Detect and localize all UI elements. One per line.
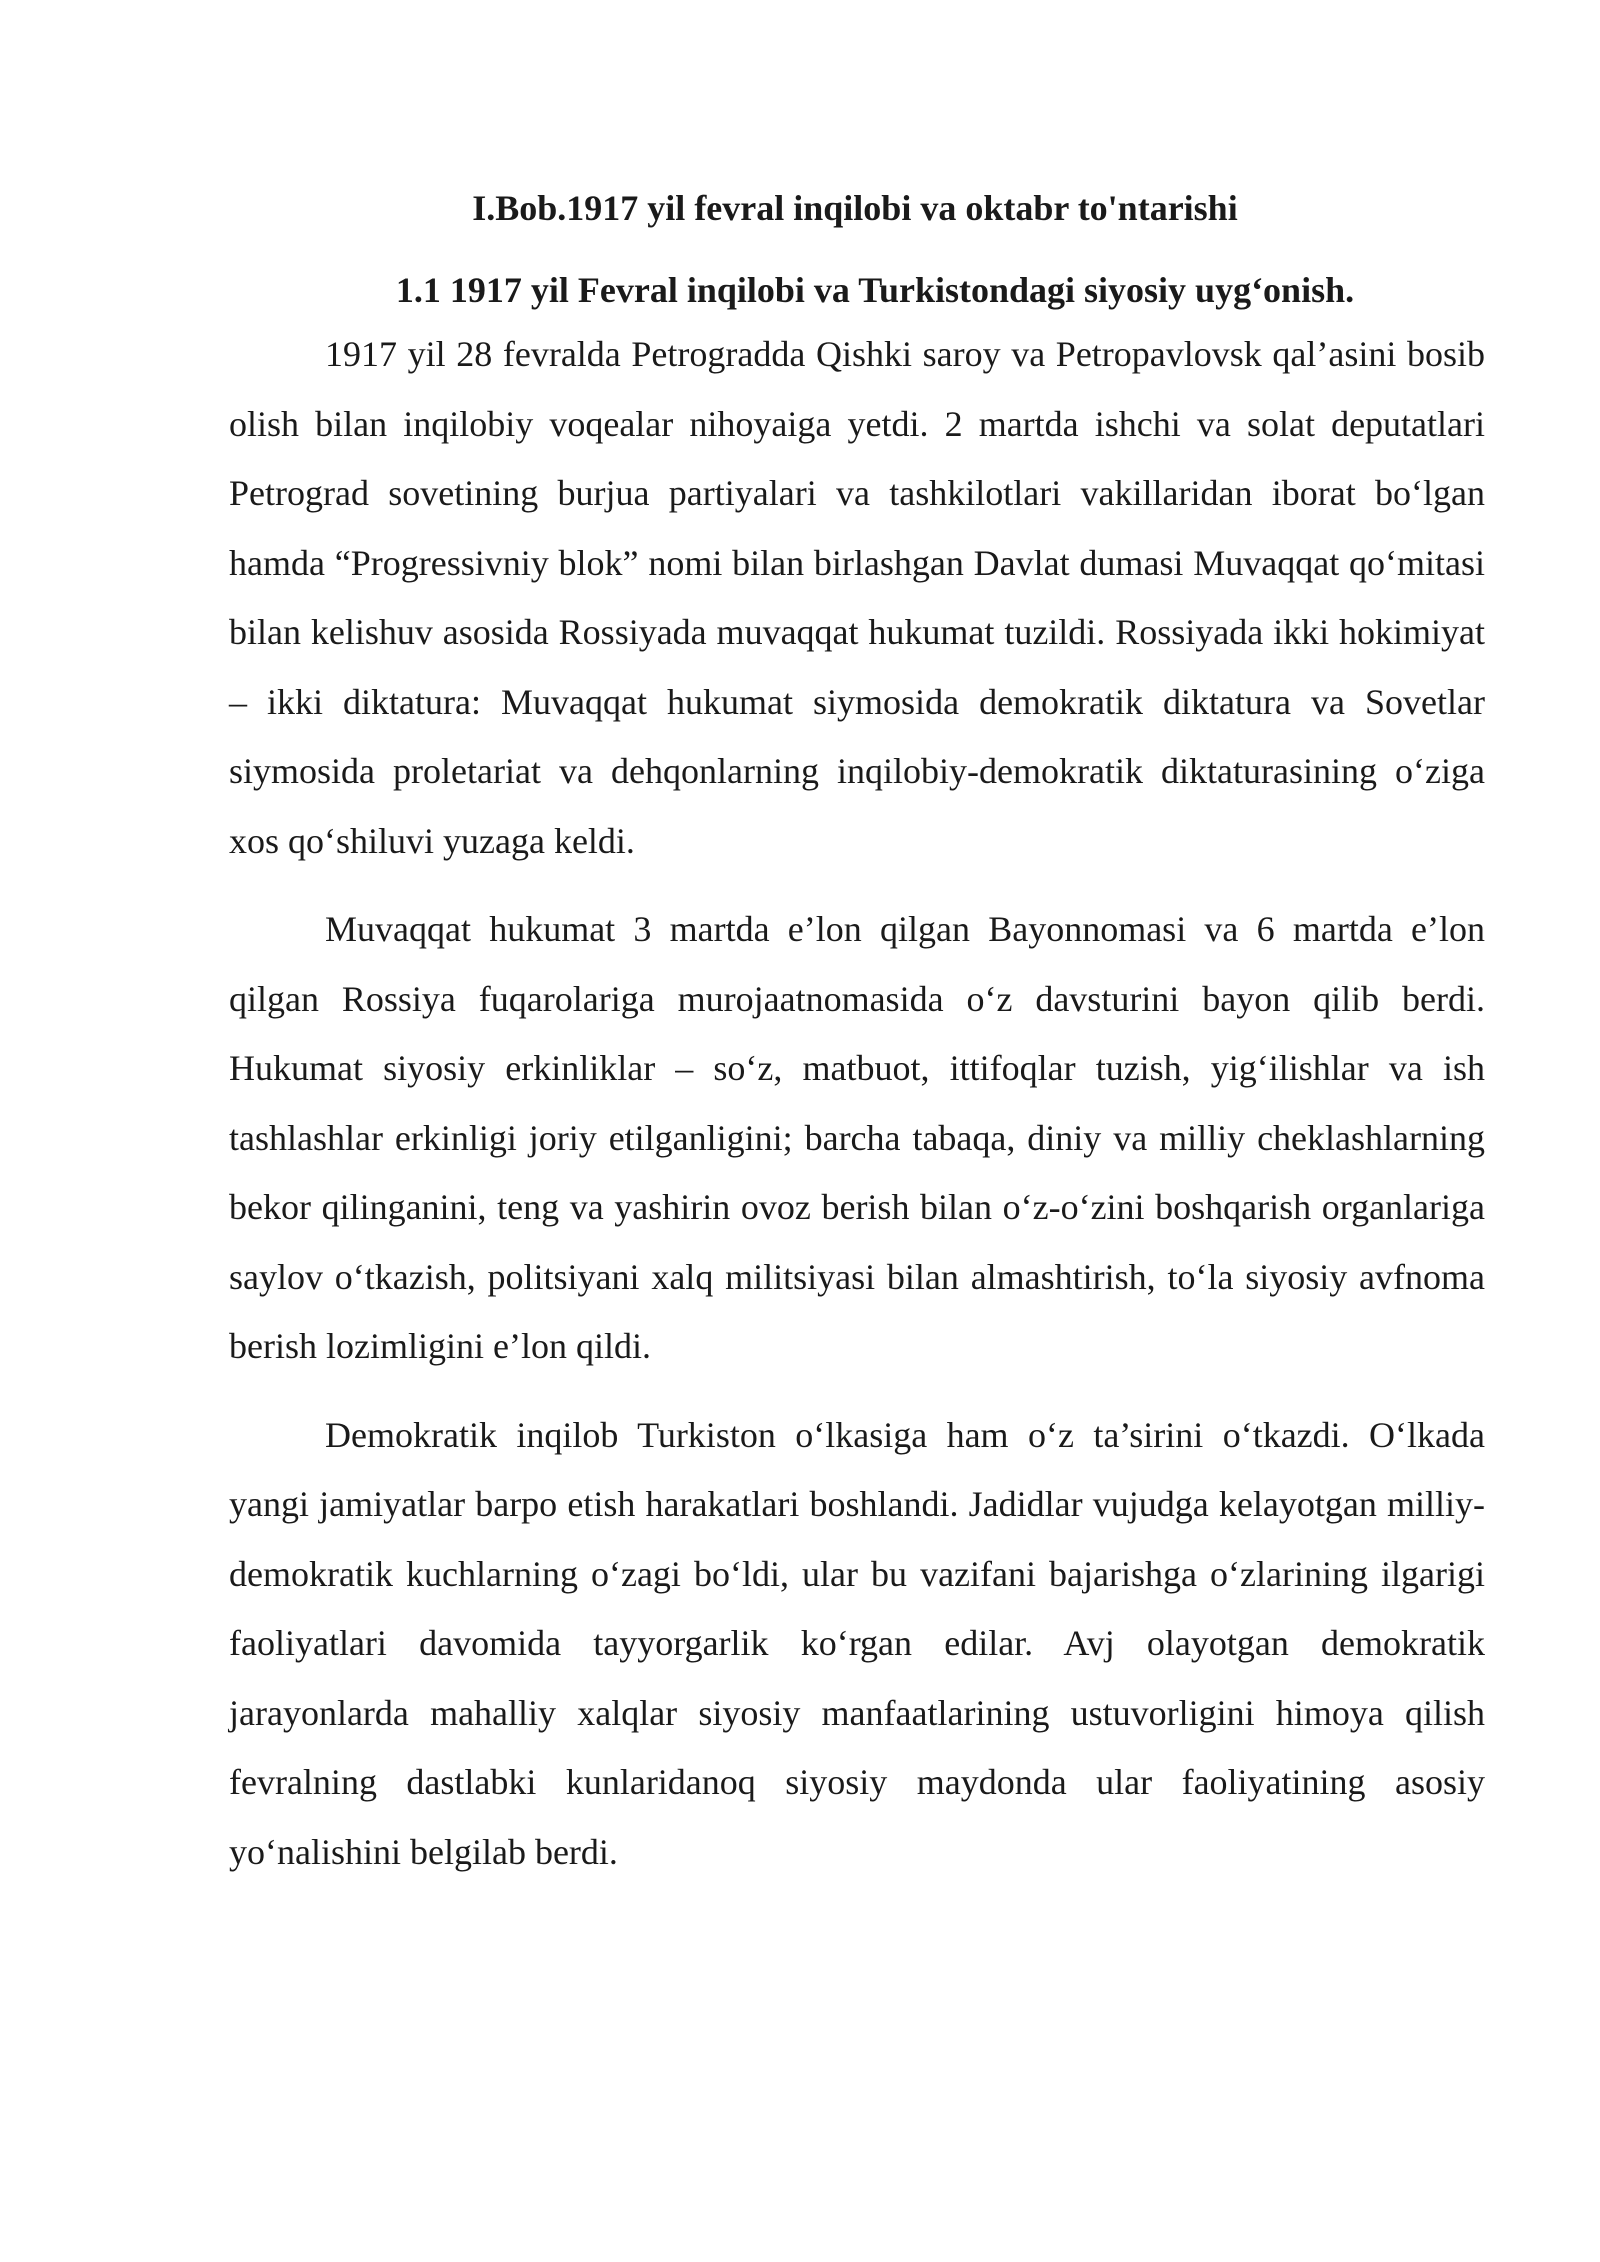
document-body	[229, 320, 1485, 1906]
paragraph-3: Demokratik inqilob Turkiston o‘lkasiga ham o‘z ta’sirini o‘tkazdi. O‘lkada yangi jamiyatlar barpo etish harakatlari boshlandi. Jadidlar vujudga kelayotgan milliy-demokratik kuchlarning o‘zagi bo‘ldi, ular bu vazifani bajarishga o‘zlarining ilgarigi faoliyatlari davomida tayyorgarlik ko‘rgan edilar. Avj olayotgan demokratik jarayonlarda mahalliy xalqlar siyosiy manfaatlarining ustuvorligini himoya qilish fevralning dastlabki kunlaridanoq siyosiy maydonda ular faoliyatining asosiy yo‘nalishini belgilab berdi.	[229, 1414, 1485, 1872]
section-title: 1.1 1917 yil Fevral inqilobi va Turkistondagi siyosiy uyg‘onish.	[395, 270, 1355, 310]
paragraph-1: 1917 yil 28 fevralda Petrogradda Qishki saroy va Petropavlovsk qal’asini bosib olish bilan inqilobiy voqealar nihoyaiga yetdi. 2 martda ishchi va solat deputatlari Petrograd sovetining burjua partiyalari va tashkilotlari vakillaridan iborat bo‘lgan hamda “Progressivniy blok” nomi bilan birlashgan Davlat dumasi Muvaqqat qo‘mitasi bilan kelishuv asosida Rossiyada muvaqqat hukumat tuzildi. Rossiyada ikki hokimiyat – ikki diktatura: Muvaqqat hukumat siymosida demokratik diktatura va Sovetlar siymosida proletariat va dehqonlarning inqilobiy-demokratik diktaturasining o‘ziga xos qo‘shiluvi yuzaga keldi.	[229, 334, 1485, 861]
paragraph-2: Muvaqqat hukumat 3 martda e’lon qilgan Bayonnomasi va 6 martda e’lon qilgan Rossiya fuqarolariga murojaatnomasida o‘z davsturini bayon qilib berdi. Hukumat siyosiy erkinliklar – so‘z, matbuot, ittifoqlar tuzish, yig‘ilishlar va ish tashlashlar erkinligi joriy etilganligini; barcha tabaqa, diniy va milliy cheklashlarning bekor qilinganini, teng va yashirin ovoz berish bilan o‘z-o‘zini boshqarish organlariga saylov o‘tkazish, politsiyani xalq militsiyasi bilan almashtirish, to‘la siyosiy avfnoma berish lozimligini e’lon qildi.	[229, 909, 1485, 1366]
chapter-title: I.Bob.1917 yil fevral inqilobi va oktabr to'ntarishi	[472, 188, 1238, 228]
